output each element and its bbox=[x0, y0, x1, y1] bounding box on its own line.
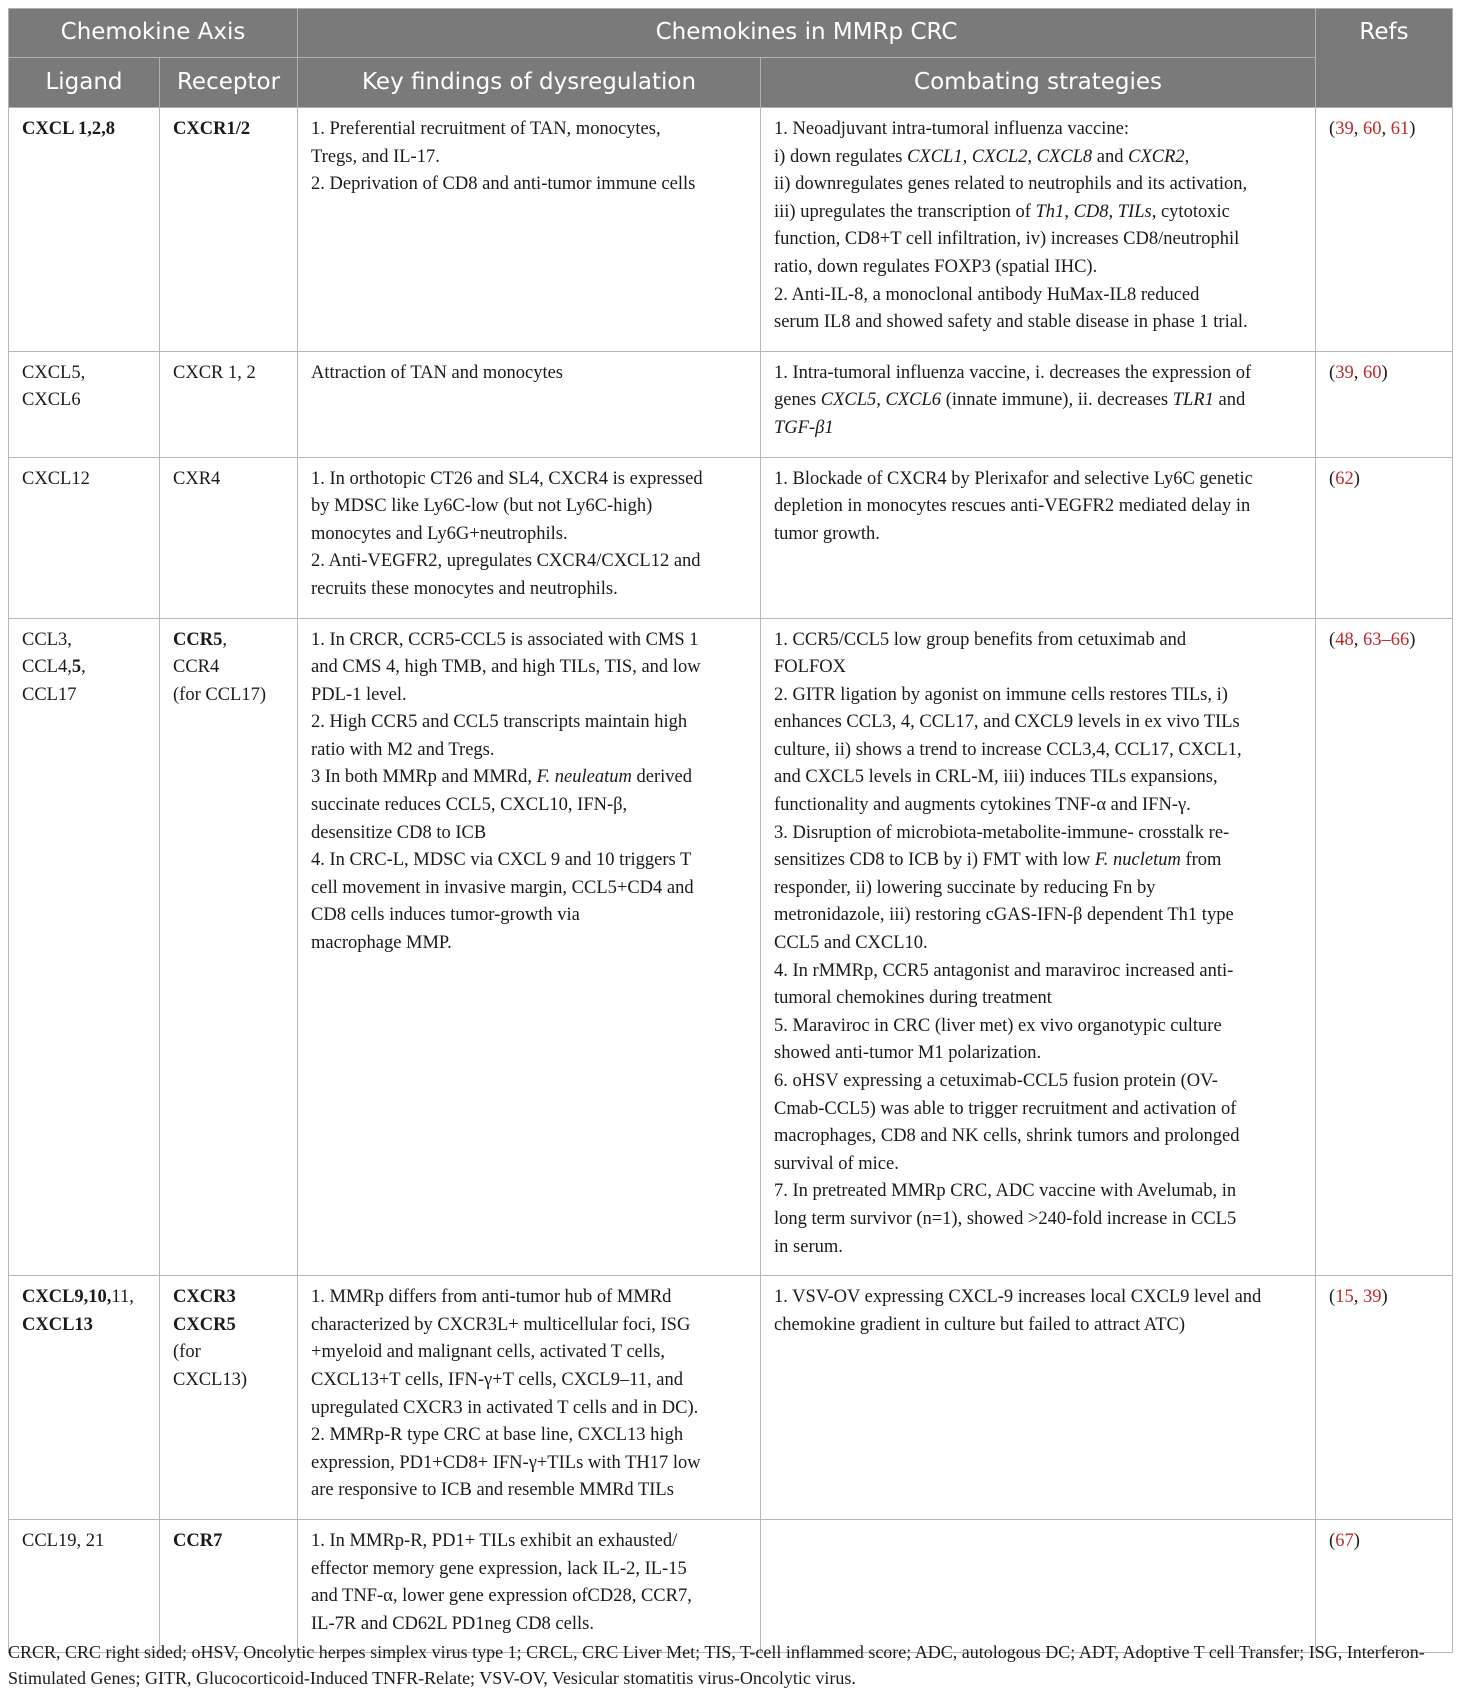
receptor-cell bbox=[160, 618, 298, 1276]
cell-text: CXCR5 bbox=[173, 1314, 236, 1335]
cell-text: CCL4, bbox=[22, 657, 72, 678]
cell-text: functionality and augments cytokines TNF-α and IFN-γ. bbox=[774, 795, 1191, 816]
cell-text: PDL-1 level. bbox=[311, 684, 407, 705]
cell-text: IL-7R and CD62L PD1neg CD8 cells. bbox=[311, 1613, 594, 1634]
cell-line bbox=[774, 847, 1305, 875]
cell-text: , bbox=[1184, 146, 1190, 167]
cell-text: Tregs, and IL-17. bbox=[311, 146, 440, 167]
cell-text: ) bbox=[1353, 468, 1360, 489]
reference-link[interactable]: 39 bbox=[1362, 1287, 1382, 1308]
cell-text: 2. Anti-IL-8, a monoclonal antibody HuMax-IL8 reduced bbox=[774, 284, 1200, 305]
cell-line bbox=[173, 682, 287, 710]
cell-text: 4. In rMMRp, CCR5 antagonist and maraviroc increased anti- bbox=[774, 960, 1234, 981]
cell-text: succinate reduces CCL5, CXCL10, IFN-β, bbox=[311, 795, 628, 816]
cell-text: 1. Neoadjuvant intra-tumoral influenza vaccine: bbox=[774, 119, 1129, 139]
cell-text: Cmab-CCL5) was able to trigger recruitment and activation of bbox=[774, 1098, 1237, 1119]
strategies-cell bbox=[761, 457, 1316, 618]
cell-text: 2. GITR ligation by agonist on immune cells restores TILs, i) bbox=[774, 684, 1228, 705]
cell-line bbox=[173, 1528, 287, 1556]
header-receptor: Receptor bbox=[160, 58, 298, 108]
cell-text: long term survivor (n=1), showed >240-fold increase in CCL5 bbox=[774, 1208, 1237, 1229]
cell-text: CCL19, 21 bbox=[22, 1530, 105, 1551]
strategies-cell bbox=[761, 1519, 1316, 1652]
cell-line bbox=[311, 144, 750, 172]
cell-text: (innate immune), ii. decreases bbox=[941, 390, 1173, 411]
cell-line bbox=[311, 764, 750, 792]
header-combating-strategies: Combating strategies bbox=[761, 58, 1316, 108]
cell-text: CXCL5, bbox=[22, 362, 86, 383]
cell-line bbox=[22, 466, 149, 494]
cell-text: , bbox=[1353, 362, 1363, 383]
cell-text: upregulated CXCR3 in activated T cells and in DC). bbox=[311, 1397, 699, 1418]
findings-cell bbox=[298, 457, 761, 618]
cell-line bbox=[774, 1178, 1305, 1206]
cell-text: CXCL13 bbox=[22, 1314, 93, 1335]
cell-line bbox=[1329, 116, 1442, 144]
cell-text: genes bbox=[774, 390, 821, 411]
cell-text: ) bbox=[1409, 119, 1416, 139]
ligand-cell bbox=[9, 618, 160, 1276]
cell-line bbox=[774, 1284, 1305, 1312]
reference-link[interactable]: 60 bbox=[1362, 362, 1382, 383]
cell-text: depletion in monocytes rescues anti-VEGFR2 mediated delay in bbox=[774, 496, 1251, 517]
cell-line bbox=[311, 682, 750, 710]
cell-line bbox=[173, 466, 287, 494]
cell-text: , bbox=[1064, 201, 1074, 222]
cell-text: TGF-β1 bbox=[774, 417, 834, 438]
cell-line bbox=[774, 627, 1305, 655]
cell-text: serum IL8 and showed safety and stable disease in phase 1 trial. bbox=[774, 312, 1248, 333]
cell-text: CXCR1/2 bbox=[173, 119, 251, 139]
cell-line bbox=[173, 627, 287, 655]
cell-line bbox=[774, 1040, 1305, 1068]
table-row bbox=[9, 457, 1453, 618]
cell-line bbox=[774, 254, 1305, 282]
cell-text: , bbox=[1353, 119, 1363, 139]
strategies-cell bbox=[761, 1276, 1316, 1520]
cell-text: in serum. bbox=[774, 1236, 843, 1257]
cell-text: CCR7 bbox=[173, 1530, 223, 1551]
cell-line bbox=[311, 1611, 750, 1639]
cell-line bbox=[774, 902, 1305, 930]
table-body bbox=[9, 108, 1453, 1653]
cell-line bbox=[173, 116, 287, 144]
refs-cell bbox=[1316, 618, 1453, 1276]
cell-text: 1. Blockade of CXCR4 by Plerixafor and selective Ly6C genetic bbox=[774, 468, 1253, 489]
cell-line bbox=[774, 521, 1305, 549]
cell-line bbox=[311, 521, 750, 549]
cell-line bbox=[774, 466, 1305, 494]
cell-line bbox=[311, 847, 750, 875]
refs-cell bbox=[1316, 1519, 1453, 1652]
strategies-cell bbox=[761, 108, 1316, 352]
cell-text: ) bbox=[1353, 1530, 1360, 1551]
cell-text: CXCL 1,2,8 bbox=[22, 119, 116, 139]
cell-line bbox=[311, 1367, 750, 1395]
refs-cell bbox=[1316, 1276, 1453, 1520]
cell-text: 1. In orthotopic CT26 and SL4, CXCR4 is expressed bbox=[311, 468, 703, 489]
findings-cell bbox=[298, 618, 761, 1276]
cell-text: , bbox=[1108, 201, 1118, 222]
cell-line bbox=[774, 199, 1305, 227]
cell-text: CD8 cells induces tumor-growth via bbox=[311, 905, 580, 926]
receptor-cell bbox=[160, 351, 298, 457]
cell-text: CXCL5, CXCL6 bbox=[820, 390, 942, 411]
cell-line bbox=[774, 1206, 1305, 1234]
chemokine-table bbox=[8, 8, 1453, 1653]
cell-text: 2. Anti-VEGFR2, upregulates CXCR4/CXCL12 and bbox=[311, 551, 701, 572]
cell-line bbox=[774, 1312, 1305, 1340]
cell-line bbox=[774, 654, 1305, 682]
table-footnote bbox=[8, 1640, 1456, 1691]
findings-cell bbox=[298, 108, 761, 352]
table-row bbox=[9, 1519, 1453, 1652]
cell-line bbox=[311, 171, 750, 199]
cell-line bbox=[1329, 466, 1442, 494]
cell-line bbox=[311, 1583, 750, 1611]
header-refs: Refs bbox=[1316, 9, 1453, 108]
receptor-cell bbox=[160, 108, 298, 352]
cell-text: 1. Preferential recruitment of TAN, monocytes, bbox=[311, 119, 661, 139]
ligand-cell bbox=[9, 108, 160, 352]
cell-line bbox=[311, 820, 750, 848]
cell-text: CCR5 bbox=[173, 629, 223, 650]
cell-text: and CXCL5 levels in CRL-M, iii) induces TILs expansions, bbox=[774, 767, 1218, 788]
reference-link[interactable]: 67 bbox=[1335, 1530, 1354, 1551]
cell-text: metronidazole, iii) restoring cGAS-IFN-β dependent Th1 type bbox=[774, 905, 1234, 926]
cell-text: 2. Deprivation of CD8 and anti-tumor immune cells bbox=[311, 174, 696, 195]
cell-line bbox=[22, 627, 149, 655]
cell-text: , cytotoxic bbox=[1151, 201, 1230, 222]
ligand-cell bbox=[9, 351, 160, 457]
cell-line bbox=[311, 116, 750, 144]
cell-text: ( bbox=[1329, 119, 1336, 139]
cell-text: , bbox=[1381, 119, 1391, 139]
cell-text: ( bbox=[1329, 362, 1336, 383]
reference-link[interactable]: 39 bbox=[1335, 119, 1354, 139]
cell-line bbox=[311, 1339, 750, 1367]
cell-text: 11, bbox=[111, 1287, 134, 1308]
cell-text: 1. CCR5/CCL5 low group benefits from cetuximab and bbox=[774, 629, 1187, 650]
header-chemokine-axis: Chemokine Axis bbox=[9, 9, 298, 58]
cell-text: tumor growth. bbox=[774, 523, 880, 544]
cell-text: recruits these monocytes and neutrophils. bbox=[311, 578, 618, 599]
cell-line bbox=[311, 792, 750, 820]
receptor-cell bbox=[160, 1276, 298, 1520]
cell-line bbox=[173, 654, 287, 682]
cell-text: 2. High CCR5 and CCL5 transcripts maintain high bbox=[311, 712, 688, 733]
cell-text: macrophage MMP. bbox=[311, 933, 452, 954]
cell-line bbox=[173, 1312, 287, 1340]
cell-line bbox=[173, 1284, 287, 1312]
cell-line bbox=[774, 309, 1305, 337]
cell-text: ( bbox=[1329, 1530, 1336, 1551]
table-row bbox=[9, 618, 1453, 1276]
cell-line bbox=[311, 576, 750, 604]
cell-line bbox=[774, 1234, 1305, 1262]
findings-cell bbox=[298, 351, 761, 457]
table-row bbox=[9, 108, 1453, 352]
cell-line bbox=[311, 737, 750, 765]
cell-line bbox=[22, 1284, 149, 1312]
cell-text: ( bbox=[1329, 468, 1336, 489]
cell-text: CXCL6 bbox=[22, 390, 81, 411]
cell-text: CCR4 bbox=[173, 657, 220, 678]
cell-line bbox=[311, 654, 750, 682]
cell-text: CXCR2 bbox=[1128, 146, 1185, 167]
cell-text: 3 In both MMRp and MMRd, bbox=[311, 767, 537, 788]
cell-text: CCL5 and CXCL10. bbox=[774, 933, 928, 954]
cell-line bbox=[774, 764, 1305, 792]
cell-line bbox=[774, 737, 1305, 765]
cell-line bbox=[311, 1422, 750, 1450]
cell-text: 5. Maraviroc in CRC (liver met) ex vivo organotypic culture bbox=[774, 1015, 1222, 1036]
reference-link[interactable]: 63–66 bbox=[1362, 629, 1410, 650]
reference-link[interactable]: 15 bbox=[1335, 1287, 1354, 1308]
cell-text: CXR4 bbox=[173, 468, 221, 489]
cell-line bbox=[774, 1123, 1305, 1151]
cell-line bbox=[774, 709, 1305, 737]
cell-line bbox=[311, 548, 750, 576]
cell-text: Attraction of TAN and monocytes bbox=[311, 362, 563, 383]
cell-line bbox=[22, 1528, 149, 1556]
cell-text: 4. In CRC-L, MDSC via CXCL 9 and 10 triggers T bbox=[311, 850, 692, 871]
strategies-cell bbox=[761, 618, 1316, 1276]
cell-line bbox=[311, 930, 750, 958]
cell-text: iii) upregulates the transcription of bbox=[774, 201, 1036, 222]
cell-text: are responsive to ICB and resemble MMRd TILs bbox=[311, 1480, 674, 1501]
cell-line bbox=[173, 1367, 287, 1395]
cell-text: 1. In MMRp-R, PD1+ TILs exhibit an exhausted/ bbox=[311, 1530, 678, 1551]
cell-text: macrophages, CD8 and NK cells, shrink tumors and prolonged bbox=[774, 1126, 1240, 1147]
cell-line bbox=[311, 1528, 750, 1556]
cell-text: responder, ii) lowering succinate by reducing Fn by bbox=[774, 877, 1156, 898]
reference-link[interactable]: 62 bbox=[1335, 468, 1354, 489]
cell-text: and CMS 4, high TMB, and high TILs, TIS, and low bbox=[311, 657, 701, 678]
cell-line bbox=[774, 820, 1305, 848]
cell-text: CD8 bbox=[1073, 201, 1109, 222]
cell-text: from bbox=[1180, 850, 1222, 871]
strategies-cell bbox=[761, 351, 1316, 457]
refs-cell bbox=[1316, 351, 1453, 457]
cell-text: culture, ii) shows a trend to increase CCL3,4, CCL17, CXCL1, bbox=[774, 739, 1242, 760]
cell-text: F. neuleatum bbox=[536, 767, 632, 788]
cell-line bbox=[774, 282, 1305, 310]
cell-text: desensitize CD8 to ICB bbox=[311, 822, 487, 843]
cell-line bbox=[774, 415, 1305, 443]
cell-text: (for bbox=[173, 1342, 201, 1363]
cell-text: and bbox=[1213, 390, 1246, 411]
cell-line bbox=[22, 387, 149, 415]
cell-text: , bbox=[1353, 1287, 1363, 1308]
reference-link[interactable]: 48 bbox=[1335, 629, 1354, 650]
cell-line bbox=[774, 792, 1305, 820]
cell-line bbox=[774, 493, 1305, 521]
cell-line bbox=[311, 1284, 750, 1312]
cell-line bbox=[311, 360, 750, 388]
cell-text: CCL3, bbox=[22, 629, 72, 650]
cell-line bbox=[1329, 1528, 1442, 1556]
cell-text: monocytes and Ly6G+neutrophils. bbox=[311, 523, 568, 544]
cell-line bbox=[774, 226, 1305, 254]
cell-text: ) bbox=[1409, 629, 1416, 650]
cell-text: CXCL12 bbox=[22, 468, 90, 489]
cell-text: CXCL1, CXCL2, CXCL8 bbox=[907, 146, 1093, 167]
reference-link[interactable]: 61 bbox=[1390, 119, 1410, 139]
cell-line bbox=[774, 958, 1305, 986]
cell-line bbox=[311, 1395, 750, 1423]
cell-text: function, CD8+T cell infiltration, iv) increases CD8/neutrophil bbox=[774, 229, 1240, 250]
table-header bbox=[9, 9, 1453, 108]
cell-text: and TNF-α, lower gene expression ofCD28, CCR7, bbox=[311, 1586, 692, 1607]
cell-line bbox=[1329, 1284, 1442, 1312]
header-ligand: Ligand bbox=[9, 58, 160, 108]
cell-text: ) bbox=[1381, 362, 1388, 383]
cell-text: and bbox=[1092, 146, 1129, 167]
cell-text: 1. Intra-tumoral influenza vaccine, i. decreases the expression of bbox=[774, 362, 1252, 383]
cell-text: ratio, down regulates FOXP3 (spatial IHC). bbox=[774, 256, 1098, 277]
cell-text: ( bbox=[1329, 1287, 1336, 1308]
cell-line bbox=[774, 985, 1305, 1013]
cell-text: ( bbox=[1329, 629, 1336, 650]
cell-text: chemokine gradient in culture but failed to attract ATC) bbox=[774, 1314, 1185, 1335]
cell-line bbox=[311, 627, 750, 655]
cell-text: sensitizes CD8 to ICB by i) FMT with low bbox=[774, 850, 1095, 871]
cell-text: tumoral chemokines during treatment bbox=[774, 988, 1052, 1009]
cell-line bbox=[311, 466, 750, 494]
cell-line bbox=[774, 875, 1305, 903]
refs-cell bbox=[1316, 457, 1453, 618]
cell-line bbox=[22, 1312, 149, 1340]
cell-line bbox=[774, 387, 1305, 415]
findings-cell bbox=[298, 1519, 761, 1652]
cell-line bbox=[22, 682, 149, 710]
ligand-cell bbox=[9, 1519, 160, 1652]
cell-line bbox=[774, 1013, 1305, 1041]
cell-text: effector memory gene expression, lack IL-2, IL-15 bbox=[311, 1558, 687, 1579]
cell-line bbox=[311, 902, 750, 930]
cell-line bbox=[774, 682, 1305, 710]
cell-line bbox=[1329, 360, 1442, 388]
cell-line bbox=[311, 1312, 750, 1340]
cell-text: F. nucletum bbox=[1094, 850, 1181, 871]
reference-link[interactable]: 39 bbox=[1335, 362, 1354, 383]
cell-line bbox=[311, 709, 750, 737]
cell-text: , bbox=[81, 657, 86, 678]
cell-text: FOLFOX bbox=[774, 657, 846, 678]
cell-text: by MDSC like Ly6C-low (but not Ly6C-high) bbox=[311, 496, 653, 517]
cell-text: 3. Disruption of microbiota-metabolite-immune- crosstalk re- bbox=[774, 822, 1230, 843]
cell-line bbox=[774, 116, 1305, 144]
cell-text: TLR1 bbox=[1172, 390, 1214, 411]
cell-line bbox=[22, 360, 149, 388]
cell-text: , bbox=[222, 629, 227, 650]
cell-line bbox=[311, 1477, 750, 1505]
cell-text: CXCL13+T cells, IFN-γ+T cells, CXCL9–11, and bbox=[311, 1369, 683, 1390]
cell-text: 2. MMRp-R type CRC at base line, CXCL13 high bbox=[311, 1425, 684, 1446]
footnote-line: Stimulated Genes; GITR, Glucocorticoid-Induced TNFR-Relate; VSV-OV, Vesicular stomatitis virus-Oncolytic virus. bbox=[8, 1667, 856, 1688]
cell-line bbox=[774, 1096, 1305, 1124]
cell-line bbox=[311, 875, 750, 903]
cell-text: ii) downregulates genes related to neutrophils and its activation, bbox=[774, 174, 1248, 195]
cell-text: 1. MMRp differs from anti-tumor hub of MMRd bbox=[311, 1287, 672, 1308]
receptor-cell bbox=[160, 457, 298, 618]
table-row bbox=[9, 351, 1453, 457]
cell-text: ) bbox=[1381, 1287, 1388, 1308]
header-chemokines-group: Chemokines in MMRp CRC bbox=[298, 9, 1316, 58]
cell-line bbox=[774, 360, 1305, 388]
cell-text: survival of mice. bbox=[774, 1153, 899, 1174]
cell-text: Th1 bbox=[1035, 201, 1065, 222]
cell-text: 6. oHSV expressing a cetuximab-CCL5 fusion protein (OV- bbox=[774, 1071, 1218, 1091]
cell-text: TILs bbox=[1117, 201, 1152, 222]
cell-line bbox=[22, 654, 149, 682]
cell-text: 7. In pretreated MMRp CRC, ADC vaccine with Avelumab, in bbox=[774, 1181, 1237, 1202]
cell-line bbox=[774, 171, 1305, 199]
cell-text: 5 bbox=[71, 657, 82, 678]
cell-text: +myeloid and malignant cells, activated T cells, bbox=[311, 1342, 665, 1363]
cell-text: (for CCL17) bbox=[173, 684, 266, 705]
cell-line bbox=[1329, 627, 1442, 655]
cell-text: enhances CCL3, 4, CCL17, and CXCL9 levels in ex vivo TILs bbox=[774, 712, 1240, 733]
cell-text: 1. In CRCR, CCR5-CCL5 is associated with CMS 1 bbox=[311, 629, 699, 650]
cell-text: derived bbox=[631, 767, 692, 788]
cell-text: i) down regulates bbox=[774, 146, 908, 167]
cell-text: characterized by CXCR3L+ multicellular foci, ISG bbox=[311, 1314, 691, 1335]
footnote-line: CRCR, CRC right sided; oHSV, Oncolytic herpes simplex virus type 1; CRCL, CRC Liver Met; TIS, T-cell inflammed score; ADC, autologous DC; ADT, Adoptive T cell Transfer; ISG, Interferon- bbox=[8, 1642, 1425, 1662]
cell-text: CXCL9,10, bbox=[22, 1287, 112, 1308]
table-row bbox=[9, 1276, 1453, 1520]
cell-text: ratio with M2 and Tregs. bbox=[311, 739, 495, 760]
cell-line bbox=[774, 1151, 1305, 1179]
cell-text: CCL17 bbox=[22, 684, 77, 705]
cell-line bbox=[311, 1556, 750, 1584]
ligand-cell bbox=[9, 457, 160, 618]
cell-text: 1. VSV-OV expressing CXCL-9 increases local CXCL9 level and bbox=[774, 1287, 1262, 1308]
cell-line bbox=[311, 1450, 750, 1478]
ligand-cell bbox=[9, 1276, 160, 1520]
cell-text: cell movement in invasive margin, CCL5+CD4 and bbox=[311, 877, 694, 898]
cell-line bbox=[22, 116, 149, 144]
cell-line bbox=[774, 144, 1305, 172]
cell-text: CXCR 1, 2 bbox=[173, 362, 256, 383]
refs-cell bbox=[1316, 108, 1453, 352]
findings-cell bbox=[298, 1276, 761, 1520]
receptor-cell bbox=[160, 1519, 298, 1652]
cell-text: CXCL13) bbox=[173, 1369, 247, 1390]
cell-line bbox=[173, 360, 287, 388]
cell-text: expression, PD1+CD8+ IFN-γ+TILs with TH17 low bbox=[311, 1452, 701, 1473]
cell-line bbox=[774, 930, 1305, 958]
cell-text: showed anti-tumor M1 polarization. bbox=[774, 1043, 1042, 1064]
cell-text: , bbox=[1353, 629, 1363, 650]
cell-line bbox=[311, 493, 750, 521]
cell-line bbox=[173, 1339, 287, 1367]
header-key-findings: Key findings of dysregulation bbox=[298, 58, 761, 108]
cell-line bbox=[774, 1068, 1305, 1096]
reference-link[interactable]: 60 bbox=[1362, 119, 1382, 139]
cell-text: CXCR3 bbox=[173, 1287, 236, 1308]
